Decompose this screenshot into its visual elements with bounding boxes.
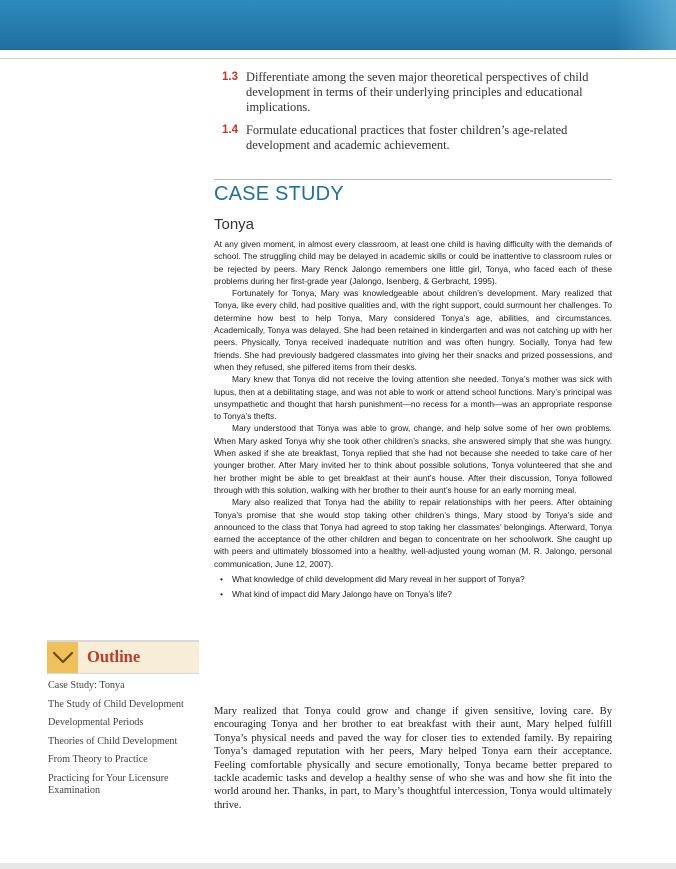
outline-item[interactable]: Case Study: Tonya bbox=[48, 680, 125, 691]
outline-item[interactable]: The Study of Child Development bbox=[48, 698, 184, 710]
case-study-rule bbox=[214, 179, 612, 180]
outline-item[interactable]: Practicing for Your Licensure Examination bbox=[48, 772, 169, 796]
case-paragraph: Fortunately for Tonya, Mary was knowledgeable about children’s development. Mary realized that Tonya, like every child, had positive qualities and, with the right support, could surmount her challenges. To determine how best to help Tonya, Mary considered Tonya’s age, abilities, and circumstances. Academically, Tonya was delayed. She had been retained in kindergarten and was not catching up with her peers. Physically, Tonya received inadequate nutrition and was often hungry. Socially, Tonya had few friends. She had previously badgered classmates into giving her their snacks and prized possessions, and when they refused, she pilfered items from their desks. bbox=[214, 288, 612, 372]
outline-header[interactable] bbox=[47, 640, 199, 674]
outline-item[interactable]: Theories of Child Development bbox=[48, 735, 178, 747]
header-shine bbox=[616, 0, 676, 50]
outline-list bbox=[48, 680, 200, 804]
header-divider bbox=[0, 58, 676, 59]
case-study-body bbox=[214, 238, 612, 601]
footer-band bbox=[0, 863, 676, 869]
objective-item bbox=[222, 123, 614, 153]
objective-item bbox=[222, 70, 614, 115]
case-question bbox=[214, 573, 612, 585]
learning-objectives bbox=[222, 70, 614, 161]
case-paragraph: Mary also realized that Tonya had the ability to repair relationships with her peers. After obtaining Tonya’s promise that she would stop taking other children’s things, Mary stood by Tonya’s side and announced to the class that Tonya had agreed to stop taking her classmates’ belongings. Afterward, Tonya earned the acceptance of the other children and began to concentrate on her schoolwork. She caught up with peers and ultimately blossomed into a healthy, well-adjusted young woman (M. R. Jalongo, personal communication, June 12, 2007). bbox=[214, 497, 612, 569]
case-study-name: Tonya bbox=[214, 216, 255, 233]
objective-number: 1.4 bbox=[222, 124, 238, 136]
case-question bbox=[214, 588, 612, 600]
case-questions bbox=[214, 573, 612, 601]
outline-title: Outline bbox=[87, 647, 141, 666]
question-text: What kind of impact did Mary Jalongo have on Tonya’s life? bbox=[232, 589, 452, 600]
outline-item[interactable]: Developmental Periods bbox=[48, 717, 144, 728]
case-paragraph: Mary knew that Tonya did not receive the loving attention she needed. Tonya’s mother was sick with lupus, then at a debilitating stage, and was not able to work or attend school functions. Mary’s principal was unsympathetic and thought that harsh punishment—no recess for a month—was an appropriate response to Tonya’s thefts. bbox=[214, 374, 612, 422]
objective-text: Formulate educational practices that foster children’s age-related development and academic achievement. bbox=[246, 123, 568, 152]
outline-item[interactable]: From Theory to Practice bbox=[48, 754, 148, 765]
case-paragraph: Mary understood that Tonya was able to grow, change, and help solve some of her own problems. When Mary asked Tonya why she took other children’s snacks, she answered simply that she was hungry. When asked if she ate breakfast, Tonya replied that she had not because she needed to take care of her younger brother. After Mary invited her to think about possible solutions, Tonya volunteered that she and her brother might be able to get breakfast at their aunt’s house. After their discussion, Tonya followed through with this solution, walking with her brother to their aunt’s house for an early morning meal. bbox=[214, 423, 612, 495]
objective-number: 1.3 bbox=[222, 71, 238, 83]
case-study-heading: CASE STUDY bbox=[214, 183, 344, 205]
bullet-icon: • bbox=[220, 574, 223, 585]
chevron-down-icon[interactable] bbox=[47, 642, 78, 673]
bullet-icon: • bbox=[220, 589, 223, 600]
case-paragraph: At any given moment, in almost every classroom, at least one child is having difficulty with the demands of school. The struggling child may be delayed in academic skills or could be inattentive to classroom rules or be rejected by peers. Mary Renck Jalongo remembers one little girl, Tonya, who faced each of these problems during her first-grade year (Jalongo, Isenberg, & Gerbracht, 1995). bbox=[214, 239, 612, 286]
question-text: What knowledge of child development did Mary reveal in her support of Tonya? bbox=[232, 574, 525, 585]
case-summary: Mary realized that Tonya could grow and change if given sensitive, loving care. By encouraging Tonya and her brother to eat breakfast with their aunt, Mary helped fulfill Tonya’s physical needs and paved the way for closer ties to extended family. By repairing Tonya’s damaged reputation with her peers, Mary helped Tonya earn their acceptance. Feeling comfortable physically and secure emotionally, Tonya became better prepared to tackle academic tasks and develop a healthy sense of who she was and how she fit into the world around her. Thanks, in part, to Mary’s thoughtful intercession, Tonya would ultimately thrive. bbox=[214, 706, 612, 811]
objective-text: Differentiate among the seven major theoretical perspectives of child development in terms of their underlying principles and educational implications. bbox=[246, 70, 589, 114]
header-band bbox=[0, 0, 676, 50]
